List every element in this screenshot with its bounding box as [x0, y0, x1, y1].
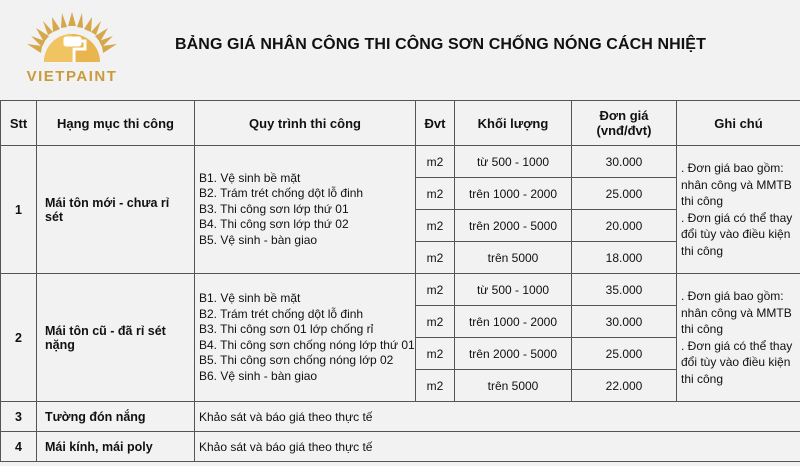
- price-cell: 30.000: [572, 146, 677, 178]
- header-quantity: Khối lượng: [455, 101, 572, 146]
- row-survey-text: Khảo sát và báo giá theo thực tế: [195, 432, 800, 462]
- group-note: [677, 146, 800, 274]
- page-title: BẢNG GIÁ NHÂN CÔNG THI CÔNG SƠN CHỐNG NÓNG CÁCH NHIỆT: [175, 36, 706, 53]
- vietpaint-logo: [22, 10, 122, 90]
- group-stt: 2: [1, 274, 37, 402]
- note-line: . Đơn giá bao gồm:: [681, 289, 784, 303]
- note-line: nhân công và MMTB: [681, 177, 792, 192]
- note-line: thi công: [681, 243, 724, 258]
- unit-cell: m2: [416, 178, 455, 210]
- process-step: B1. Vệ sinh bề mặt: [199, 170, 301, 185]
- group-process: [195, 146, 416, 274]
- row-stt: 3: [1, 402, 37, 432]
- price-cell: 25.000: [572, 178, 677, 210]
- quantity-cell: trên 2000 - 5000: [455, 210, 572, 242]
- note-line: thi công: [681, 371, 724, 386]
- table-row: [1, 146, 800, 178]
- unit-cell: m2: [416, 370, 455, 402]
- header-note: Ghi chú: [677, 101, 800, 146]
- process-step: B4. Thi công sơn lớp thứ 02: [199, 217, 349, 232]
- price-cell: 35.000: [572, 274, 677, 306]
- sun-roller-icon: [22, 10, 122, 72]
- group-stt: 1: [1, 146, 37, 274]
- unit-cell: m2: [416, 306, 455, 338]
- process-step: B1. Vệ sinh bề mặt: [199, 291, 301, 305]
- table-row: [1, 432, 800, 462]
- row-survey-text: Khảo sát và báo giá theo thực tế: [195, 402, 800, 432]
- price-cell: 20.000: [572, 210, 677, 242]
- header-price-line1: Đơn giá: [599, 108, 649, 123]
- unit-cell: m2: [416, 242, 455, 274]
- header: [0, 0, 800, 100]
- process-step: B6. Vệ sinh - bàn giao: [199, 368, 318, 383]
- row-category: Mái kính, mái poly: [37, 432, 195, 462]
- table-header-row: [1, 101, 800, 146]
- process-step: B3. Thi công sơn lớp thứ 01: [199, 201, 349, 216]
- header-process: Quy trình thi công: [195, 101, 416, 146]
- process-step: B4. Thi công sơn chống nóng lớp thứ 01: [199, 337, 415, 352]
- process-step: B2. Trám trét chống dột lỗ đinh: [199, 186, 364, 201]
- process-step: B5. Thi công sơn chống nóng lớp 02: [199, 353, 394, 367]
- note-line: đổi tùy vào điều kiện: [681, 227, 791, 241]
- group-note: [677, 274, 800, 402]
- unit-cell: m2: [416, 210, 455, 242]
- quantity-cell: trên 5000: [455, 370, 572, 402]
- logo-text: VIETPAINT: [26, 68, 118, 85]
- note-line: nhân công và MMTB: [681, 305, 792, 320]
- note-line: . Đơn giá bao gồm:: [681, 161, 784, 175]
- quantity-cell: trên 5000: [455, 242, 572, 274]
- group-process: [195, 274, 416, 402]
- row-category: Tường đón nắng: [37, 402, 195, 432]
- header-category: Hạng mục thi công: [37, 101, 195, 146]
- process-step: B5. Vệ sinh - bàn giao: [199, 232, 318, 247]
- group-category: Mái tôn mới - chưa rỉ sét: [37, 146, 195, 274]
- quantity-cell: trên 2000 - 5000: [455, 338, 572, 370]
- note-line: . Đơn giá có thể thay: [681, 210, 793, 225]
- header-price: [572, 101, 677, 146]
- note-line: đổi tùy vào điều kiện: [681, 355, 791, 369]
- unit-cell: m2: [416, 274, 455, 306]
- price-cell: 18.000: [572, 242, 677, 274]
- table-row: [1, 274, 800, 306]
- note-line: thi công: [681, 194, 724, 208]
- process-step: B3. Thi công sơn 01 lớp chống rỉ: [199, 322, 374, 336]
- price-cell: 25.000: [572, 338, 677, 370]
- process-step: B2. Trám trét chống dột lỗ đinh: [199, 306, 364, 321]
- quantity-cell: trên 1000 - 2000: [455, 178, 572, 210]
- header-stt: Stt: [1, 101, 37, 146]
- quantity-cell: từ 500 - 1000: [455, 146, 572, 178]
- note-line: thi công: [681, 322, 724, 336]
- price-table: [0, 100, 800, 462]
- note-line: . Đơn giá có thể thay: [681, 338, 793, 353]
- price-cell: 30.000: [572, 306, 677, 338]
- header-unit: Đvt: [416, 101, 455, 146]
- quantity-cell: từ 500 - 1000: [455, 274, 572, 306]
- table-row: [1, 402, 800, 432]
- group-category: Mái tôn cũ - đã rỉ sét nặng: [37, 274, 195, 402]
- price-cell: 22.000: [572, 370, 677, 402]
- unit-cell: m2: [416, 338, 455, 370]
- quantity-cell: trên 1000 - 2000: [455, 306, 572, 338]
- header-price-line2: (vnđ/đvt): [596, 123, 652, 138]
- row-stt: 4: [1, 432, 37, 462]
- unit-cell: m2: [416, 146, 455, 178]
